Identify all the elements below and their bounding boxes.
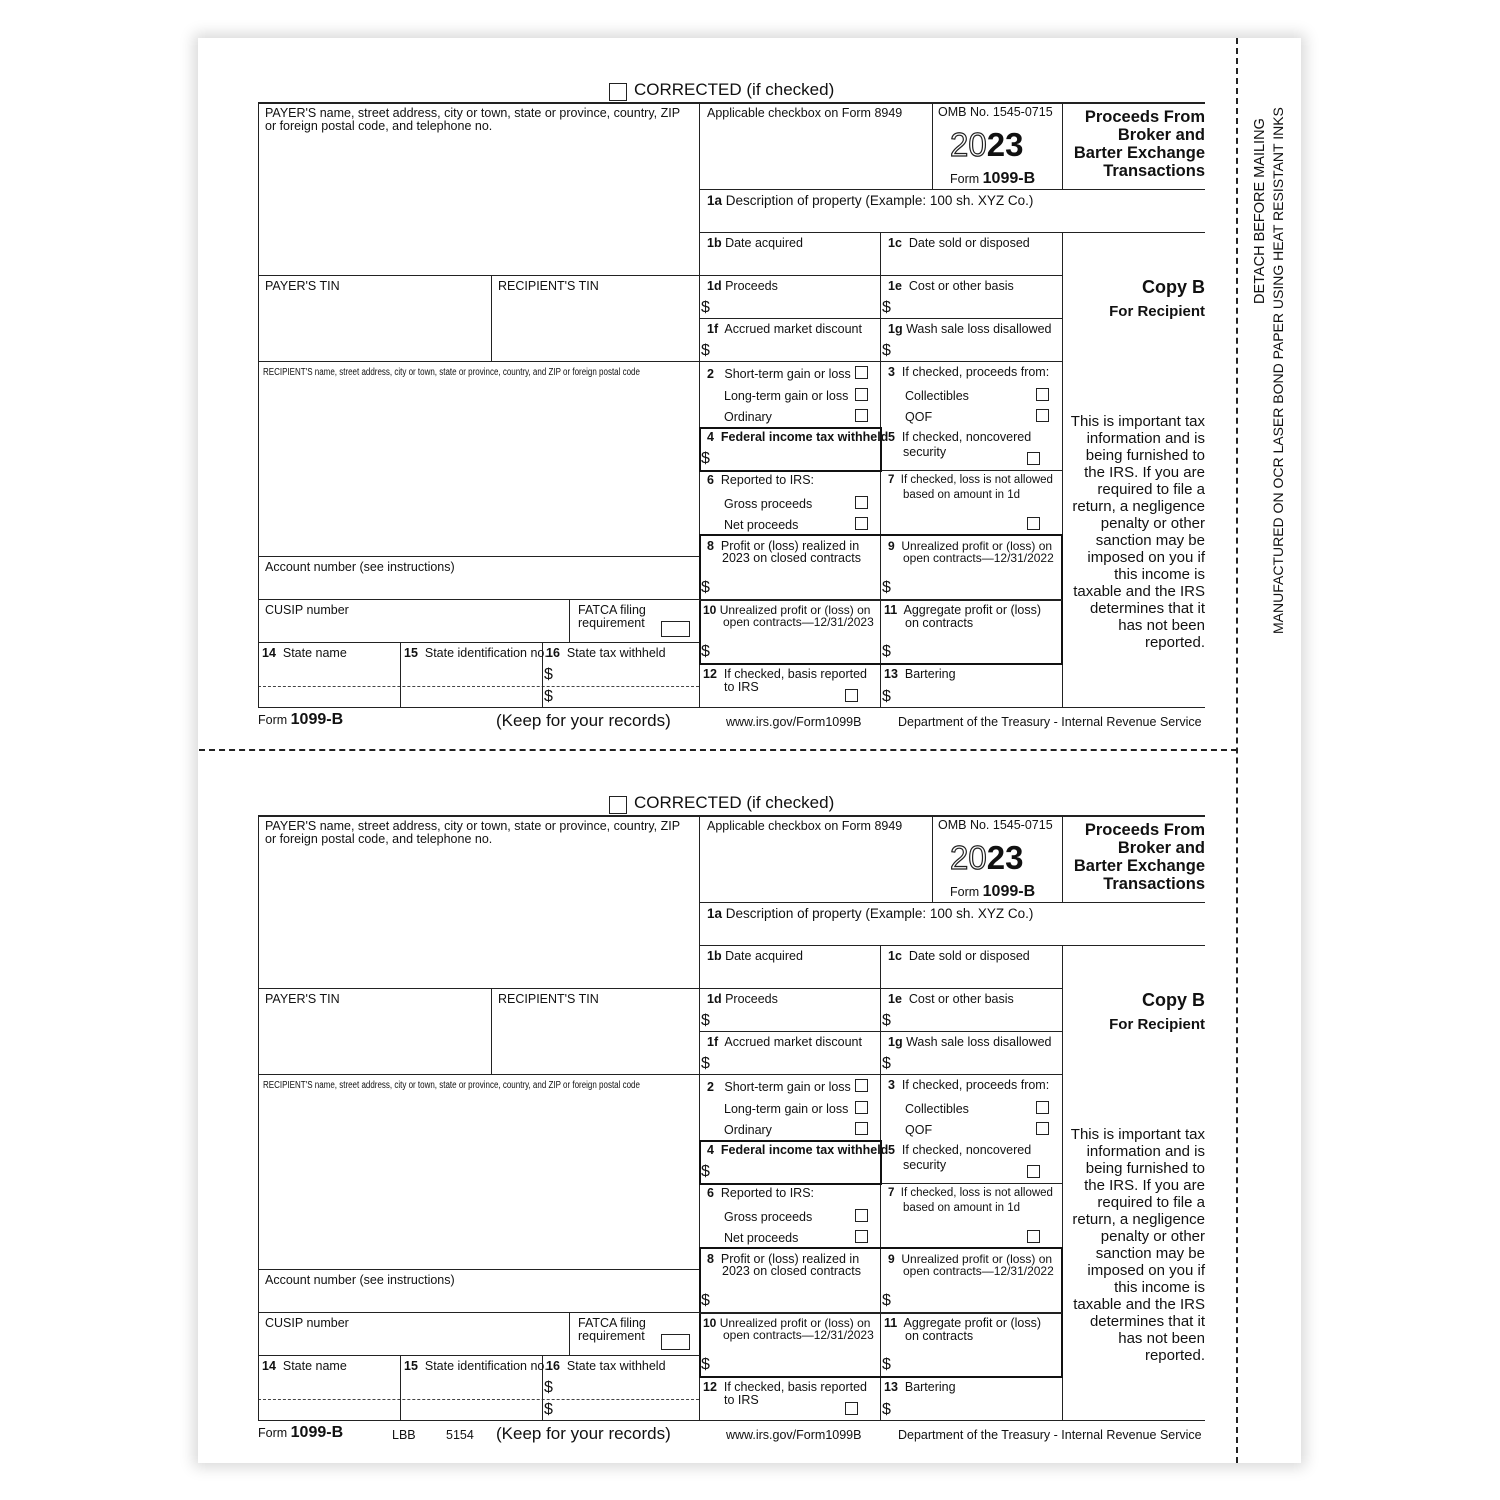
gross-proceeds-checkbox[interactable] [855, 1209, 868, 1222]
cusip-label: CUSIP number [265, 1316, 349, 1330]
footer-lbb: LBB [392, 1428, 416, 1442]
box-11-label: 11 Aggregate profit or (loss) [884, 603, 1042, 617]
box-1g-label: 1g Wash sale loss disallowed [888, 1035, 1052, 1049]
box-6-label: 6 Reported to IRS: [707, 1186, 815, 1200]
account-number-label: Account number (see instructions) [265, 1273, 455, 1287]
box-12-label: 12 If checked, basis reported [703, 1380, 867, 1394]
box-13-dollar: $ [882, 688, 891, 705]
box-1a-label: 1a Description of property (Example: 100 sh. XYZ Co.) [707, 906, 1034, 921]
box-14-label: 14 State name [262, 1359, 347, 1373]
side-text-manufactured: MANUFACTURED ON OCR LASER BOND PAPER USING HEAT RESISTANT INKS [1270, 107, 1286, 634]
copy-b-heading: Copy B For Recipient [1109, 990, 1205, 1033]
corrected-checkbox[interactable] [609, 83, 627, 101]
box-1d-label: 1d Proceeds [707, 992, 778, 1006]
short-term-checkbox[interactable] [855, 1079, 868, 1092]
box-1g-label: 1g Wash sale loss disallowed [888, 322, 1052, 336]
payer-name-label: PAYER'S name, street address, city or town, state or province, country, ZIP [265, 819, 681, 833]
box-5-label-2: security [903, 1158, 947, 1172]
box-10-label-2: open contracts—12/31/2023 [723, 1328, 874, 1342]
box-1f-dollar: $ [701, 342, 710, 359]
applicable-checkbox-label: Applicable checkbox on Form 8949 [707, 819, 903, 833]
box-4-label: 4 Federal income tax withheld [707, 1143, 889, 1157]
basis-reported-checkbox[interactable] [845, 1402, 858, 1415]
corrected-checkbox[interactable] [609, 796, 627, 814]
box-1c-label: 1c Date sold or disposed [888, 236, 1030, 250]
box-9-label: 9 Unrealized profit or (loss) on [888, 539, 1053, 553]
footer-form-label: Form 1099-B [258, 1424, 344, 1441]
box-16-dollar-2: $ [544, 688, 553, 705]
fatca-label: FATCA filing [578, 603, 646, 617]
long-term-checkbox[interactable] [855, 1101, 868, 1114]
box-4-dollar: $ [701, 450, 710, 467]
box-5-label: 5 If checked, noncovered [888, 1143, 1032, 1157]
detach-line-horizontal [199, 749, 1237, 751]
box-1b-label: 1b Date acquired [707, 949, 803, 963]
fatca-label-2: requirement [578, 1329, 645, 1343]
box-4-label: 4 Federal income tax withheld [707, 430, 889, 444]
box-10-dollar: $ [701, 1356, 710, 1373]
irs-url[interactable]: www.irs.gov/Form1099B [726, 1428, 862, 1442]
box-13-dollar: $ [882, 1401, 891, 1418]
box-2-ordinary: Ordinary [724, 410, 772, 424]
box-11-dollar: $ [882, 643, 891, 660]
cusip-label: CUSIP number [265, 603, 349, 617]
box-2-label: 2 Short-term gain or loss [707, 1080, 851, 1094]
qof-checkbox[interactable] [1036, 1122, 1049, 1135]
corrected-label: CORRECTED (if checked) [634, 793, 835, 812]
box-3-qof: QOF [905, 1123, 933, 1137]
collectibles-checkbox[interactable] [1036, 388, 1049, 401]
box-4-dollar: $ [701, 1163, 710, 1180]
recipient-name-label: RECIPIENT'S name, street address, city or town, state or province, country, and ZIP or foreign postal code [263, 367, 640, 378]
box-7-label-2: based on amount in 1d [903, 489, 1021, 501]
box-10-label: 10 Unrealized profit or (loss) on [703, 1316, 871, 1330]
box-1a-label: 1a Description of property (Example: 100 sh. XYZ Co.) [707, 193, 1034, 208]
fatca-checkbox[interactable] [661, 621, 690, 637]
box-1f-label: 1f Accrued market discount [707, 1035, 862, 1049]
payer-name-label-2: or foreign postal code, and telephone no. [265, 119, 493, 133]
box-2-long-term: Long-term gain or loss [724, 1102, 849, 1116]
box-2-long-term: Long-term gain or loss [724, 389, 849, 403]
box-1e-dollar: $ [882, 299, 891, 316]
side-text-detach: DETACH BEFORE MAILING [1252, 118, 1268, 304]
box-1e-label: 1e Cost or other basis [888, 992, 1014, 1006]
box-13-label: 13 Bartering [884, 667, 956, 681]
box-1d-dollar: $ [701, 1012, 710, 1029]
footer-form-label: Form 1099-B [258, 711, 344, 728]
box-6-gross: Gross proceeds [724, 1210, 813, 1224]
box-10-label-2: open contracts—12/31/2023 [723, 615, 874, 629]
box-11-label-2: on contracts [905, 616, 974, 630]
recipient-name-label: RECIPIENT'S name, street address, city or town, state or province, country, and ZIP or foreign postal code [263, 1080, 640, 1091]
box-7-label: 7 If checked, loss is not allowed [888, 1187, 1053, 1199]
box-1g-dollar: $ [882, 342, 891, 359]
payer-tin-label: PAYER'S TIN [265, 279, 340, 293]
box-16-label: 16 State tax withheld [546, 1359, 666, 1373]
loss-not-allowed-checkbox[interactable] [1027, 517, 1040, 530]
box-3-collectibles: Collectibles [905, 1102, 969, 1116]
payer-name-label-2: or foreign postal code, and telephone no. [265, 832, 493, 846]
box-1d-dollar: $ [701, 299, 710, 316]
payer-name-label: PAYER'S name, street address, city or town, state or province, country, ZIP [265, 106, 681, 120]
box-3-label: 3 If checked, proceeds from: [888, 1078, 1050, 1092]
box-7-label-2: based on amount in 1d [903, 1202, 1021, 1214]
account-number-label: Account number (see instructions) [265, 560, 455, 574]
box-1e-dollar: $ [882, 1012, 891, 1029]
box-2-ordinary: Ordinary [724, 1123, 772, 1137]
copy-b-heading: Copy B For Recipient [1109, 277, 1205, 320]
form-title: Proceeds From Broker and Barter Exchange Transactions [1073, 821, 1205, 893]
box-5-label: 5 If checked, noncovered [888, 430, 1032, 444]
irs-url[interactable]: www.irs.gov/Form1099B [726, 715, 862, 729]
fatca-checkbox[interactable] [661, 1334, 690, 1350]
detach-line-vertical [1236, 38, 1238, 1463]
gross-proceeds-checkbox[interactable] [855, 496, 868, 509]
box-11-label: 11 Aggregate profit or (loss) [884, 1316, 1042, 1330]
box-12-label-2: to IRS [724, 1393, 759, 1407]
box-1g-dollar: $ [882, 1055, 891, 1072]
box-8-label: 8 Profit or (loss) realized in [707, 539, 860, 553]
box-15-label: 15 State identification no. [404, 646, 548, 660]
form-label: Form 1099-B [950, 883, 1036, 900]
box-6-net: Net proceeds [724, 518, 799, 532]
short-term-checkbox[interactable] [855, 366, 868, 379]
box-12-label-2: to IRS [724, 680, 759, 694]
box-1d-label: 1d Proceeds [707, 279, 778, 293]
net-proceeds-checkbox[interactable] [855, 1230, 868, 1243]
box-13-label: 13 Bartering [884, 1380, 956, 1394]
ordinary-checkbox[interactable] [855, 409, 868, 422]
box-16-dollar-1: $ [544, 1379, 553, 1396]
loss-not-allowed-checkbox[interactable] [1027, 1230, 1040, 1243]
box-3-label: 3 If checked, proceeds from: [888, 365, 1050, 379]
corrected-label: CORRECTED (if checked) [634, 80, 835, 99]
box-2-label: 2 Short-term gain or loss [707, 367, 851, 381]
form-title: Proceeds From Broker and Barter Exchange Transactions [1073, 108, 1205, 180]
omb-number: OMB No. 1545-0715 [938, 105, 1053, 119]
box-9-label: 9 Unrealized profit or (loss) on [888, 1252, 1053, 1266]
box-8-dollar: $ [701, 1292, 710, 1309]
box-1e-label: 1e Cost or other basis [888, 279, 1014, 293]
box-5-label-2: security [903, 445, 947, 459]
payer-tin-label: PAYER'S TIN [265, 992, 340, 1006]
fatca-label: FATCA filing [578, 1316, 646, 1330]
box-1f-dollar: $ [701, 1055, 710, 1072]
important-notice: This is important tax information and is being furnished to the IRS. If you are required to file a return, a negligence penalty or other sanction may be imposed on you if this income is taxable and the IRS determines that it has not been reported. [1070, 413, 1205, 651]
box-11-label-2: on contracts [905, 1329, 974, 1343]
box-8-label: 8 Profit or (loss) realized in [707, 1252, 860, 1266]
box-9-label-2: open contracts—12/31/2022 [903, 1264, 1054, 1278]
basis-reported-checkbox[interactable] [845, 689, 858, 702]
department-label: Department of the Treasury - Internal Revenue Service [898, 1428, 1202, 1442]
keep-for-records: (Keep for your records) [496, 1424, 671, 1443]
box-3-qof: QOF [905, 410, 933, 424]
box-6-label: 6 Reported to IRS: [707, 473, 815, 487]
box-9-dollar: $ [882, 1292, 891, 1309]
ordinary-checkbox[interactable] [855, 1122, 868, 1135]
box-11-dollar: $ [882, 1356, 891, 1373]
box-16-dollar-1: $ [544, 666, 553, 683]
long-term-checkbox[interactable] [855, 388, 868, 401]
recipient-tin-label: RECIPIENT'S TIN [498, 992, 599, 1006]
box-16-dollar-2: $ [544, 1401, 553, 1418]
collectibles-checkbox[interactable] [1036, 1101, 1049, 1114]
box-8-label-2: 2023 on closed contracts [722, 551, 861, 565]
recipient-tin-label: RECIPIENT'S TIN [498, 279, 599, 293]
footer-code: 5154 [446, 1428, 474, 1442]
fatca-label-2: requirement [578, 616, 645, 630]
box-16-label: 16 State tax withheld [546, 646, 666, 660]
tax-year: 2023 [950, 126, 1024, 163]
form-1099b-copy-bottom [0, 713, 1500, 1463]
box-15-label: 15 State identification no. [404, 1359, 548, 1373]
department-label: Department of the Treasury - Internal Revenue Service [898, 715, 1202, 729]
box-10-label: 10 Unrealized profit or (loss) on [703, 603, 871, 617]
box-7-label: 7 If checked, loss is not allowed [888, 474, 1053, 486]
keep-for-records: (Keep for your records) [496, 711, 671, 730]
box-10-dollar: $ [701, 643, 710, 660]
qof-checkbox[interactable] [1036, 409, 1049, 422]
box-9-label-2: open contracts—12/31/2022 [903, 551, 1054, 565]
box-12-label: 12 If checked, basis reported [703, 667, 867, 681]
box-3-collectibles: Collectibles [905, 389, 969, 403]
box-9-dollar: $ [882, 579, 891, 596]
applicable-checkbox-label: Applicable checkbox on Form 8949 [707, 106, 903, 120]
omb-number: OMB No. 1545-0715 [938, 818, 1053, 832]
box-8-dollar: $ [701, 579, 710, 596]
box-6-net: Net proceeds [724, 1231, 799, 1245]
box-1b-label: 1b Date acquired [707, 236, 803, 250]
box-14-label: 14 State name [262, 646, 347, 660]
important-notice: This is important tax information and is being furnished to the IRS. If you are required to file a return, a negligence penalty or other sanction may be imposed on you if this income is taxable and the IRS determines that it has not been reported. [1070, 1126, 1205, 1364]
noncovered-checkbox[interactable] [1027, 1165, 1040, 1178]
box-8-label-2: 2023 on closed contracts [722, 1264, 861, 1278]
tax-year: 2023 [950, 839, 1024, 876]
form-label: Form 1099-B [950, 170, 1036, 187]
box-1c-label: 1c Date sold or disposed [888, 949, 1030, 963]
noncovered-checkbox[interactable] [1027, 452, 1040, 465]
box-6-gross: Gross proceeds [724, 497, 813, 511]
box-1f-label: 1f Accrued market discount [707, 322, 862, 336]
net-proceeds-checkbox[interactable] [855, 517, 868, 530]
